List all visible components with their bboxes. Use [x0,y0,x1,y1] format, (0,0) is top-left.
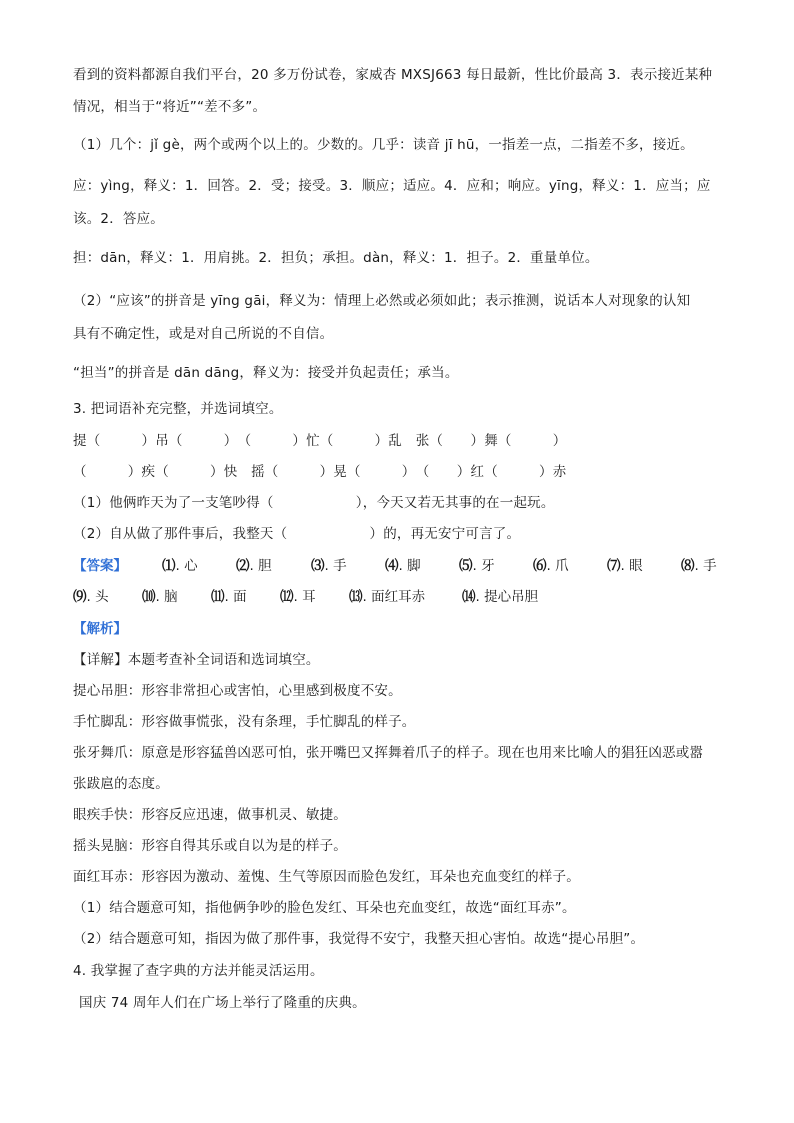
analysis-label: 【解析】 [73,621,127,637]
answer-number: ⑵ [236,558,250,574]
answer-item [462,588,538,606]
answer-item [681,557,717,575]
question-title: 4. 我掌握了查字典的方法并能灵活运用。 [73,963,324,979]
answer-number: ⑿ [280,589,294,605]
answer-number: ⑸ [459,558,473,574]
text-line: 情况，相当于“将近”“差不多”。 [73,99,267,115]
answer-text: . 胆 [249,558,272,574]
answer-text: . 心 [175,558,198,574]
answer-text: . 牙 [472,558,495,574]
fill-blank-row: （ ）疾（ ）快 摇（ ）晃（ ） （ ）红（ ）赤 [73,464,567,480]
answer-number: ⑽ [142,589,156,605]
text-line: 担：dān，释义：1．用肩挑。2．担负；承担。dàn，释义：1．担子。2．重量单位。 [73,250,599,266]
answer-number: ⑾ [211,589,225,605]
answer-text: . 脚 [398,558,421,574]
answer-item [607,557,643,575]
text-line: （2）自从做了那件事后，我整天（ ）的，再无安宁可言了。 [73,526,521,542]
answer-text: . 手 [324,558,347,574]
text-line: “担当”的拼音是 dān dāng，释义为：接受并负起责任；承当。 [73,365,459,381]
answer-item [142,588,178,606]
answer-text: . 提心吊胆 [475,589,539,605]
answer-number: ⑺ [607,558,621,574]
text-line: 看到的资料都源自我们平台，20 多万份试卷，家威杏 MXSJ663 每日最新，性比价最高 3．表示接近某种 [73,67,713,83]
text-line: 张跋扈的态度。 [73,776,169,792]
answer-text: . 脑 [155,589,178,605]
answer-item [533,557,569,575]
text-line: （1）几个：jǐ gè，两个或两个以上的。少数的。几乎：读音 jī hū，一指差一点，二指差不多，接近。 [73,137,694,153]
answer-number: ⒁ [462,589,476,605]
text-line: （1）结合题意可知，指他俩争吵的脸色发红、耳朵也充血变红，故选“面红耳赤”。 [73,900,576,916]
text-line: 张牙舞爪：原意是形容猛兽凶恶可怕，张开嘴巴又挥舞着爪子的样子。现在也用来比喻人的猖狂凶恶或嚣 [73,745,704,761]
text-line: 该。2．答应。 [73,211,164,227]
answer-number: ⑶ [311,558,325,574]
answer-item [280,588,316,606]
text-line: 【详解】本题考查补全词语和选词填空。 [73,652,320,668]
answer-text: . 面 [224,589,247,605]
answer-text: . 爪 [546,558,569,574]
answer-text: . 眼 [620,558,643,574]
answer-item [73,588,109,606]
answer-number: ⑴ [162,558,176,574]
text-line: 摇头晃脑：形容自得其乐或自以为是的样子。 [73,838,347,854]
answer-item [236,557,272,575]
answer-text: . 面红耳赤 [362,589,426,605]
answer-number: ⒀ [349,589,363,605]
text-line: 面红耳赤：形容因为激动、羞愧、生气等原因而脸色发红，耳朵也充血变红的样子。 [73,869,580,885]
text-line: 国庆 74 周年人们在广场上举行了隆重的庆典。 [79,995,366,1011]
question-title: 3. 把词语补充完整，并选词填空。 [73,401,283,417]
answer-text: . 头 [86,589,109,605]
text-line: （1）他俩昨天为了一支笔吵得（ ），今天又若无其事的在一起玩。 [73,495,555,511]
answer-text: . 耳 [293,589,316,605]
answer-item [459,557,495,575]
text-line: （2）结合题意可知，指因为做了那件事，我觉得不安宁，我整天担心害怕。故选“提心吊胆”。 [73,931,645,947]
text-line: （2）“应该”的拼音是 yīng gāi，释义为：情理上必然或必须如此；表示推测，说话本人对现象的认知 [73,293,691,309]
text-line: 眼疾手快：形容反应迅速，做事机灵、敏捷。 [73,807,347,823]
answer-item [385,557,421,575]
text-line: 提心吊胆：形容非常担心或害怕，心里感到极度不安。 [73,683,402,699]
answer-item [349,588,425,606]
answer-item [162,557,198,575]
text-line: 手忙脚乱：形容做事慌张，没有条理，手忙脚乱的样子。 [73,714,416,730]
answer-label: 【答案】 [73,558,127,574]
text-line: 具有不确定性，或是对自己所说的不自信。 [73,326,334,342]
fill-blank-row: 提（ ）吊（ ） （ ）忙（ ）乱 张（ ）舞（ ） [73,433,567,449]
answer-number: ⑻ [681,558,695,574]
answer-item [211,588,247,606]
answer-number: ⑹ [533,558,547,574]
answer-text: . 手 [694,558,717,574]
text-line: 应：yìng，释义：1．回答。2．受；接受。3．顺应；适应。4．应和；响应。yīng，释义：1．应当；应 [73,178,711,194]
answer-item [311,557,347,575]
answer-number: ⑼ [73,589,87,605]
answer-number: ⑷ [385,558,399,574]
